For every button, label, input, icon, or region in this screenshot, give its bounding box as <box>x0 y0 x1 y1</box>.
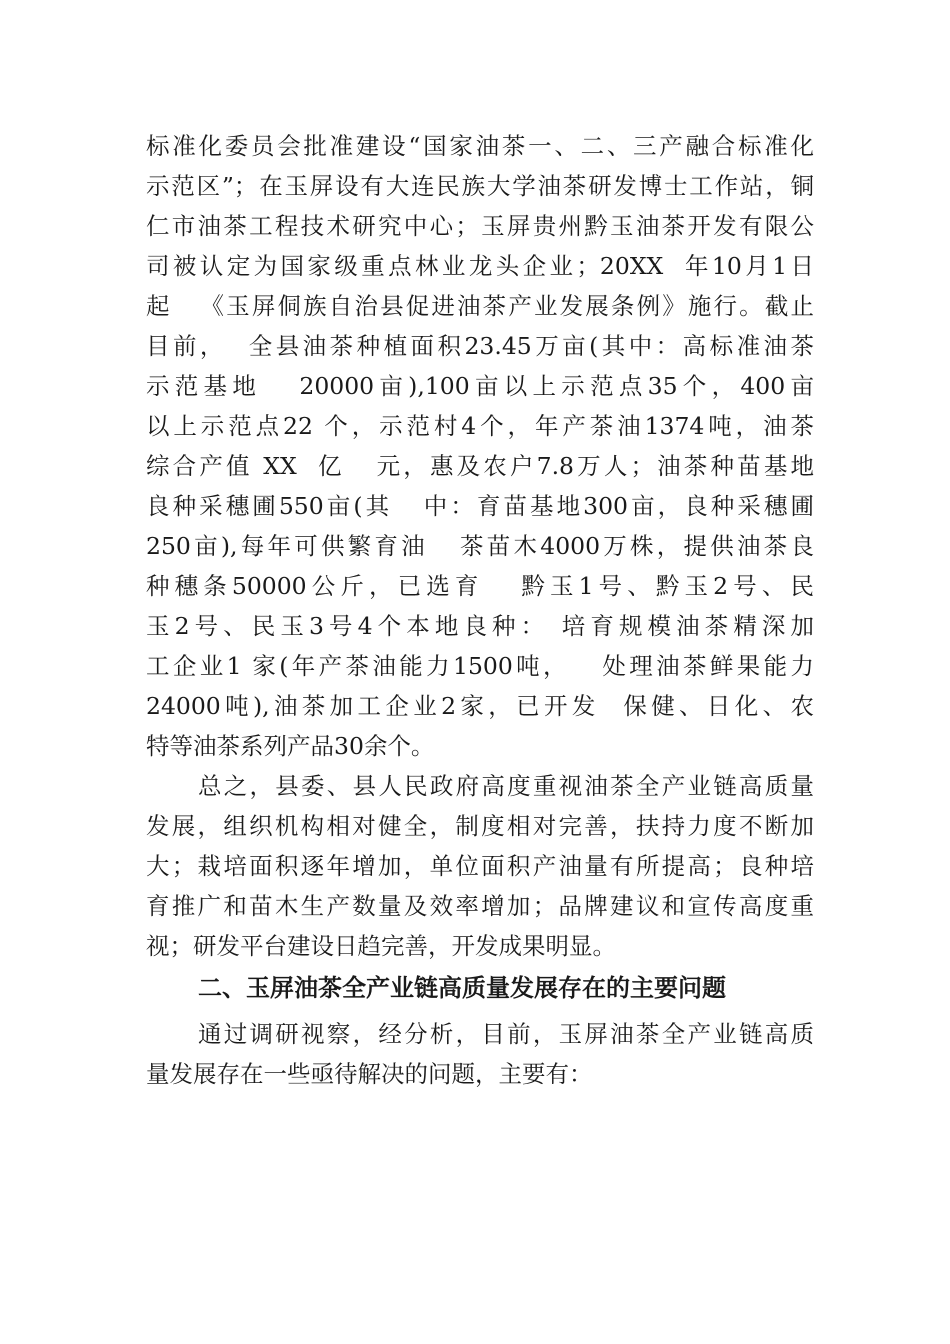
text-line: 总之，县委、县人民政府高度重视油茶全产业链高质量 <box>198 772 814 800</box>
text-line: 特等油茶系列产品30余个。 <box>146 732 435 760</box>
text-line: 仁市油茶工程技术研究中心；玉屏贵州黔玉油茶开发有限公 <box>146 212 814 240</box>
text-line: 玉2号、民玉3号4个本地良种： 培育规模油茶精深加 <box>146 612 814 640</box>
text-line: 视；研发平台建设日趋完善，开发成果明显。 <box>146 932 616 960</box>
text-line: 以上示范点22 个，示范村4个，年产茶油1374吨，油茶 <box>146 412 814 440</box>
section-heading: 二、玉屏油茶全产业链高质量发展存在的主要问题 <box>198 974 726 1002</box>
text-line: 标准化委员会批准建设“国家油茶一、二、三产融合标准化 <box>146 132 814 160</box>
text-line: 起 《玉屏侗族自治县促进油茶产业发展条例》施行。截止 <box>146 292 814 320</box>
text-line: 量发展存在一些亟待解决的问题，主要有： <box>146 1060 593 1088</box>
text-line: 司被认定为国家级重点林业龙头企业；20XX 年10月1日 <box>146 252 814 280</box>
text-line: 种穗条50000公斤，已选育 黔玉1号、黔玉2号、民 <box>146 572 814 600</box>
text-line: 目前， 全县油茶种植面积23.45万亩(其中：高标准油茶 <box>146 332 814 360</box>
text-line: 通过调研视察，经分析，目前，玉屏油茶全产业链高质 <box>198 1020 814 1048</box>
text-line: 良种采穗圃550亩(其 中：育苗基地300亩，良种采穗圃 <box>146 492 814 520</box>
text-line: 示范区”；在玉屏设有大连民族大学油茶研发博士工作站，铜 <box>146 172 814 200</box>
text-line: 250亩),每年可供繁育油 茶苗木4000万株，提供油茶良 <box>146 532 814 560</box>
text-line: 综合产值 XX 亿 元，惠及农户7.8万人；油茶种苗基地 <box>146 452 814 480</box>
text-line: 发展，组织机构相对健全，制度相对完善，扶持力度不断加 <box>146 812 814 840</box>
text-line: 24000吨),油茶加工企业2家，已开发 保健、日化、农 <box>146 692 814 720</box>
text-line: 工企业1 家(年产茶油能力1500吨， 处理油茶鲜果能力 <box>146 652 814 680</box>
text-line: 育推广和苗木生产数量及效率增加；品牌建议和宣传高度重 <box>146 892 814 920</box>
text-line: 大；栽培面积逐年增加，单位面积产油量有所提高；良种培 <box>146 852 814 880</box>
text-line: 示范基地 20000亩),100亩以上示范点35个，400亩 <box>146 372 814 400</box>
